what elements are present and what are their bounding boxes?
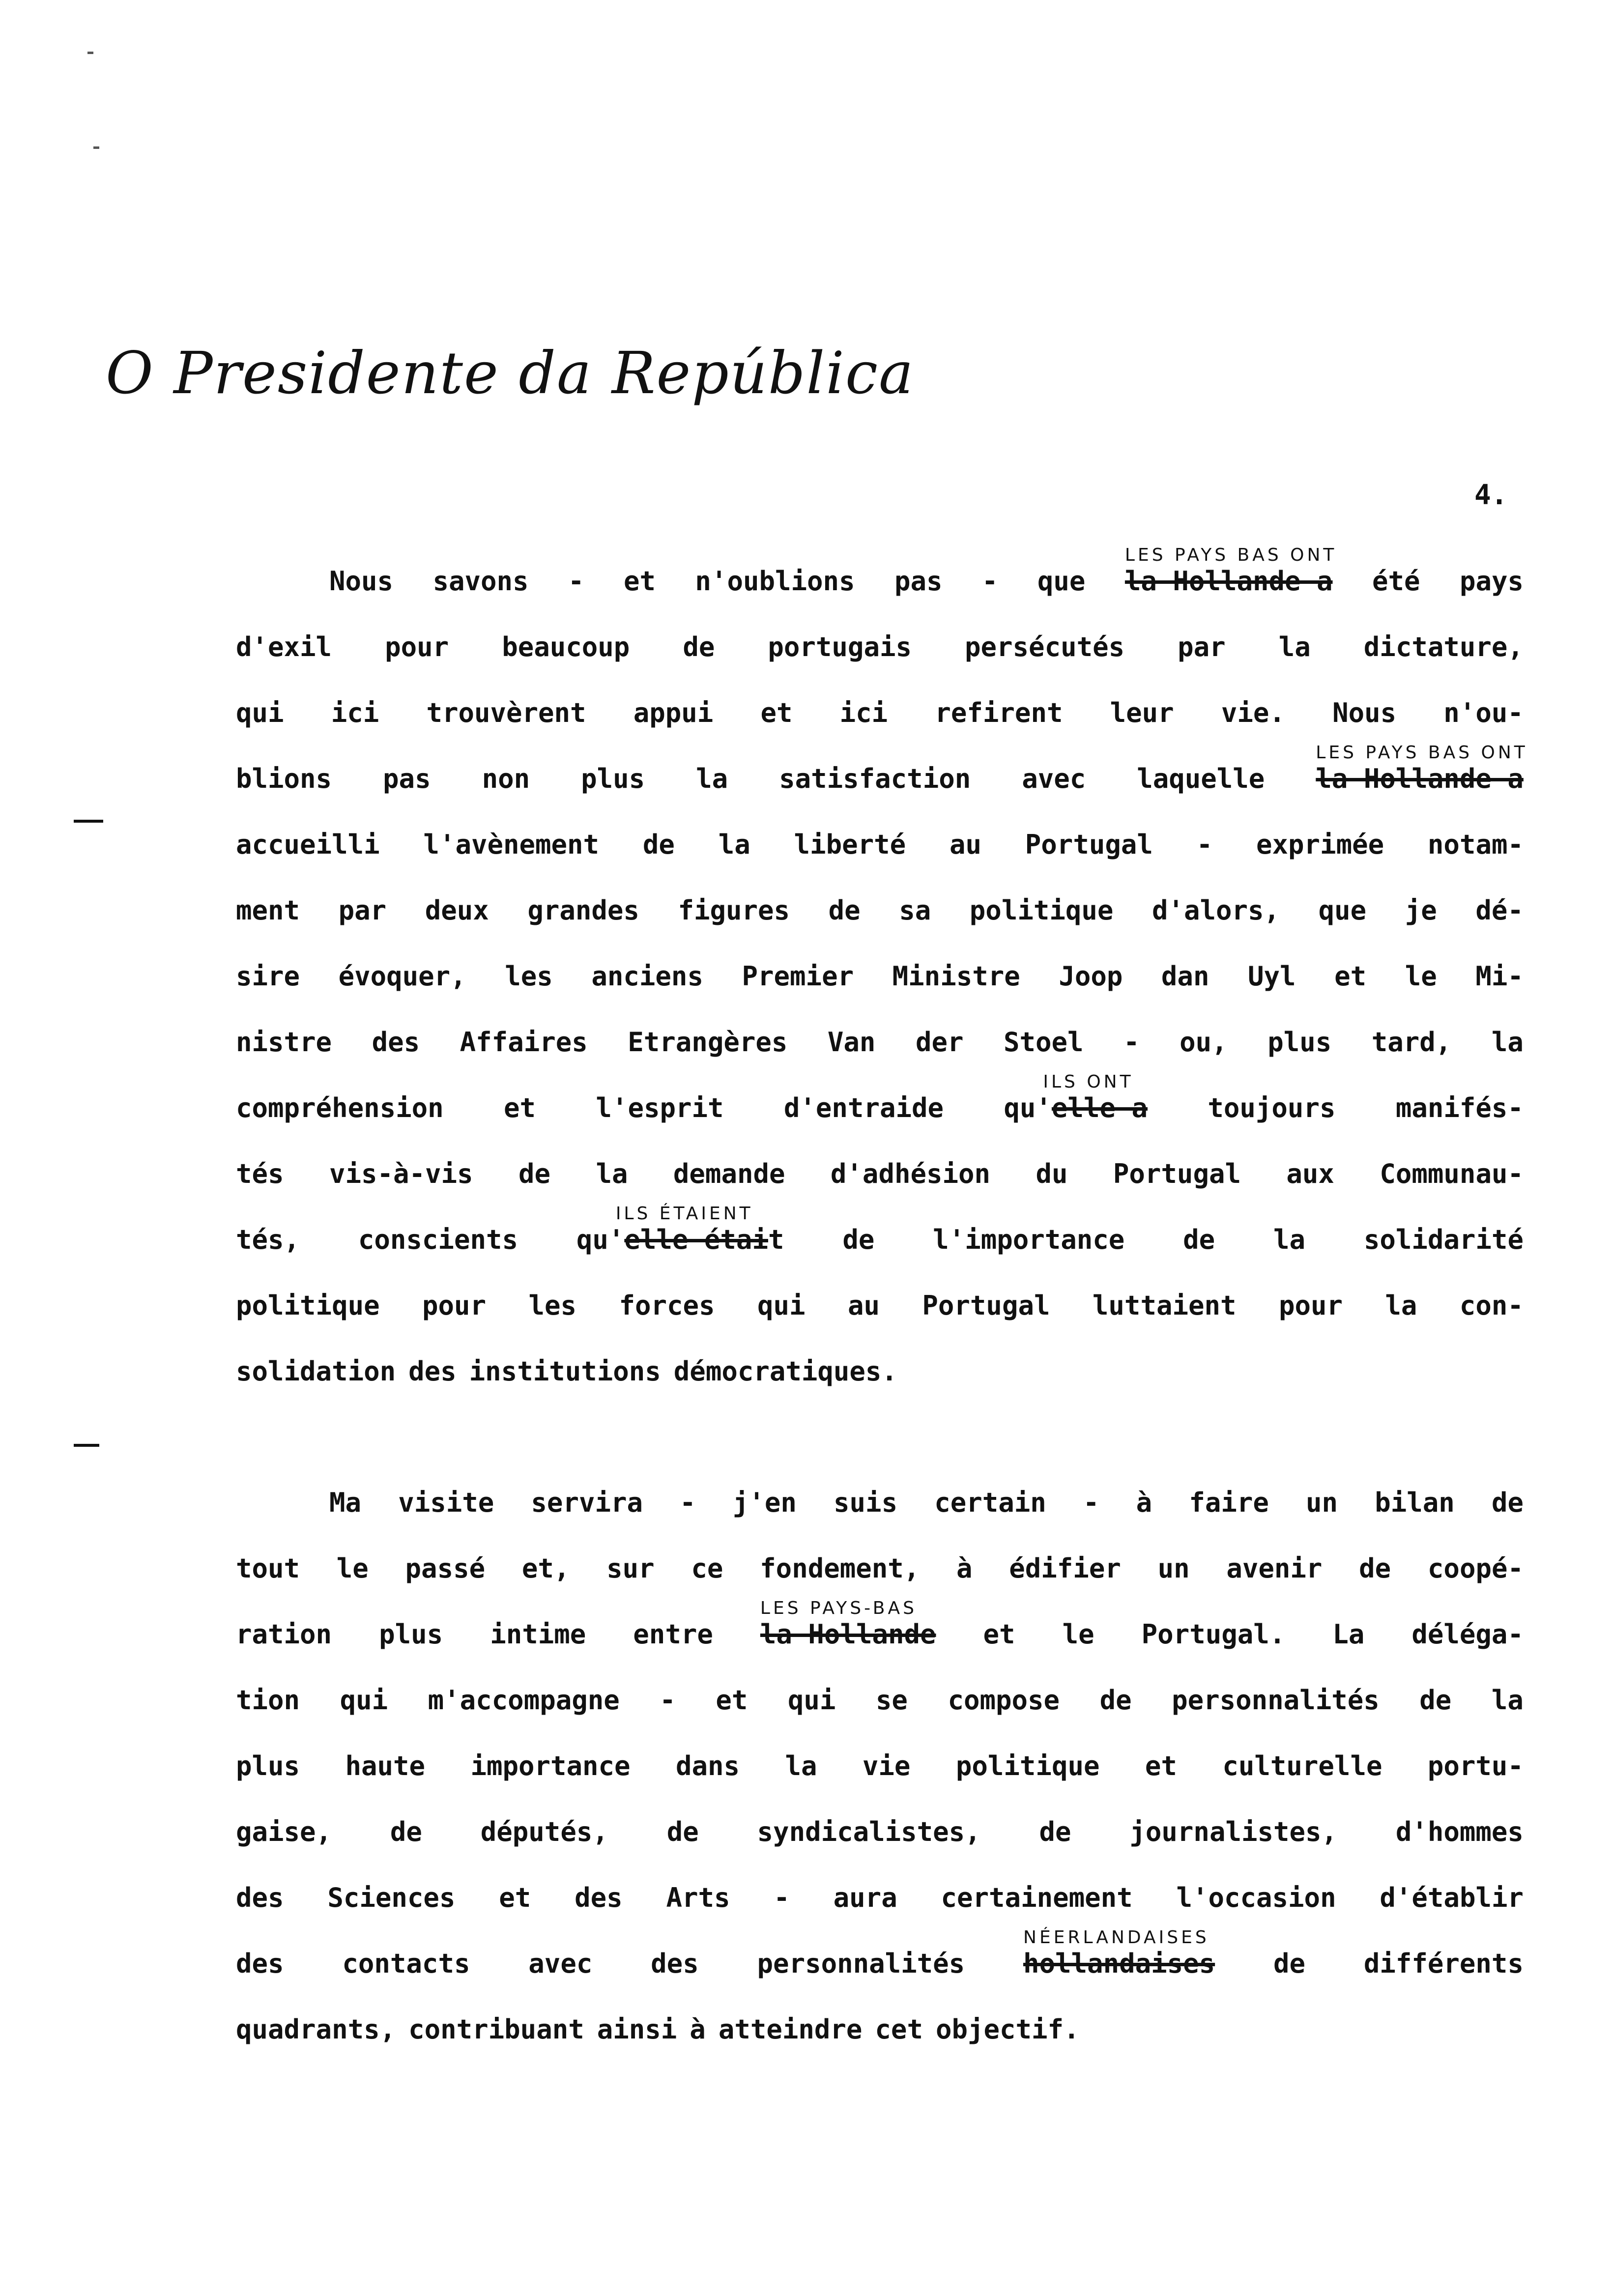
word: n'ou- [1443, 697, 1524, 728]
word: objectif. [935, 2014, 1080, 2045]
struck-text: hollandaises [1023, 1948, 1215, 1979]
word: démocratiques. [673, 1356, 897, 1387]
word: dans [675, 1751, 740, 1781]
word: pour [1278, 1290, 1343, 1321]
word: différents [1363, 1948, 1524, 1979]
word: avec [528, 1948, 593, 1979]
struck-text: la Hollande a [1124, 566, 1333, 597]
word: - [1123, 1027, 1140, 1058]
word: atteindre [718, 2014, 863, 2045]
paragraph-2 [236, 1452, 1524, 2045]
word: de [666, 1816, 699, 1847]
word: et [716, 1685, 748, 1716]
word: tés [236, 1158, 284, 1189]
word: avenir [1226, 1553, 1323, 1584]
text-line [236, 926, 1524, 992]
word: passé [405, 1553, 486, 1584]
word: du [1036, 1158, 1068, 1189]
word: faire [1189, 1487, 1269, 1518]
word: de [842, 1224, 875, 1255]
word: Nous [329, 566, 394, 597]
word: d'exil [236, 631, 332, 662]
word: Premier [742, 961, 854, 992]
text-line [236, 1452, 1524, 1518]
text-line [236, 794, 1524, 860]
word: et [983, 1619, 1015, 1650]
word: Portugal [922, 1290, 1050, 1321]
text-line [236, 1650, 1524, 1716]
word: la [596, 1158, 628, 1189]
word: et [623, 566, 656, 597]
word: importance [470, 1751, 631, 1781]
word: haute [345, 1751, 426, 1781]
word: certainement [941, 1882, 1133, 1913]
word: qui [340, 1685, 388, 1716]
struck-text: elle étai [624, 1224, 768, 1255]
word: pas [383, 763, 431, 794]
word: de [1183, 1224, 1215, 1255]
text-line [236, 1518, 1524, 1584]
word: je [1405, 895, 1437, 926]
word: forces [619, 1290, 715, 1321]
word: visite [398, 1487, 494, 1518]
word: députés, [480, 1816, 608, 1847]
word: de [1491, 1487, 1524, 1518]
word: appui [633, 697, 714, 728]
word: à [690, 2014, 706, 2045]
word: institutions [469, 1356, 661, 1387]
word: et [1334, 961, 1367, 992]
word: ici [331, 697, 379, 728]
word: laquelle [1137, 763, 1265, 794]
letterhead-signature: O Presidente da República [106, 339, 915, 407]
handwritten-note: ILS ONT [1043, 1072, 1134, 1092]
word: pour [422, 1290, 487, 1321]
word: la [1385, 1290, 1417, 1321]
word: qui [236, 697, 284, 728]
word: le [1405, 961, 1437, 992]
word: ici [839, 697, 888, 728]
word: Mi- [1475, 961, 1524, 992]
struck-text: elle a [1051, 1092, 1148, 1123]
text-line [236, 1913, 1524, 1979]
word: tard, [1371, 1027, 1452, 1058]
text-line [236, 1321, 1524, 1387]
word: certain [934, 1487, 1046, 1518]
word: l'avènement [423, 829, 600, 860]
word: m'accompagne [428, 1685, 620, 1716]
word: servira [531, 1487, 643, 1518]
handwritten-note: LES PAYS BAS ONT [1316, 743, 1528, 763]
word: compréhension [236, 1092, 444, 1123]
word: notam- [1427, 829, 1524, 860]
word: d'établir [1380, 1882, 1524, 1913]
word: des [651, 1948, 699, 1979]
word: - [660, 1685, 676, 1716]
word: non [482, 763, 530, 794]
text-line [236, 1123, 1524, 1189]
word: solidarité [1363, 1224, 1524, 1255]
word: ration [236, 1619, 332, 1650]
word: de [1273, 1948, 1306, 1979]
word: Joop [1059, 961, 1123, 992]
word: que [1318, 895, 1367, 926]
word: suis [834, 1487, 898, 1518]
word: Uyl [1248, 961, 1296, 992]
word: plus [379, 1619, 443, 1650]
word: édifier [1009, 1553, 1121, 1584]
scan-speck [93, 146, 99, 149]
word: savons [432, 566, 529, 597]
word: la [785, 1751, 817, 1781]
word: leur [1110, 697, 1174, 728]
word: l'esprit [596, 1092, 724, 1123]
word: de [683, 631, 715, 662]
word: de [1359, 1553, 1391, 1584]
margin-mark [74, 820, 103, 823]
word: politique [236, 1290, 380, 1321]
word: des [236, 1882, 284, 1913]
word: se [875, 1685, 908, 1716]
word: au [949, 829, 981, 860]
word: Stoel [1004, 1027, 1084, 1058]
page-number: 4. [1474, 479, 1508, 511]
word: trouvèrent [426, 697, 586, 728]
word: tion [236, 1685, 300, 1716]
text-line [236, 1058, 1524, 1123]
word: nistre [236, 1027, 332, 1058]
word: luttaient [1092, 1290, 1237, 1321]
word: pays [1459, 566, 1524, 597]
word: exprimée [1256, 829, 1384, 860]
word: gaise, [236, 1816, 332, 1847]
word: aura [833, 1882, 897, 1913]
word: manifés- [1395, 1092, 1524, 1123]
paragraph-1 [236, 531, 1528, 1387]
word: con- [1459, 1290, 1524, 1321]
word: personnalités [757, 1948, 965, 1979]
handwritten-note: LES PAYS BAS ONT [1124, 545, 1337, 565]
word-suffix: t [768, 1224, 784, 1255]
word: portugais [768, 631, 912, 662]
word: les [505, 961, 553, 992]
text-line [236, 1781, 1524, 1847]
word: grandes [527, 895, 639, 926]
word: de [1099, 1685, 1132, 1716]
word: tout [236, 1553, 300, 1584]
word: - [1196, 829, 1213, 860]
word: Portugal [1025, 829, 1153, 860]
handwritten-correction [1124, 545, 1337, 597]
text-line [236, 1847, 1524, 1913]
text-line [236, 728, 1528, 794]
word: Nous [1332, 697, 1397, 728]
word: et [504, 1092, 536, 1123]
word: liberté [794, 829, 906, 860]
text-line [236, 1584, 1524, 1650]
handwritten-note: NÉERLANDAISES [1023, 1927, 1209, 1948]
word: Portugal [1113, 1158, 1241, 1189]
handwritten-correction [1023, 1927, 1215, 1979]
word: évoquer, [338, 961, 466, 992]
word: avec [1022, 763, 1086, 794]
word: de [642, 829, 675, 860]
word: d'alors, [1151, 895, 1280, 926]
word: culturelle [1222, 1751, 1382, 1781]
text-line [236, 597, 1524, 662]
text-line [236, 992, 1524, 1058]
word: sire [236, 961, 300, 992]
word: satisfaction [779, 763, 971, 794]
word: La [1332, 1619, 1365, 1650]
word: politique [969, 895, 1114, 926]
word: à [956, 1553, 973, 1584]
word: ce [691, 1553, 723, 1584]
word: Sciences [327, 1882, 456, 1913]
word: contacts [342, 1948, 470, 1979]
word: portu- [1427, 1751, 1524, 1781]
word: sur [606, 1553, 655, 1584]
word: sa [899, 895, 931, 926]
word: contribuant [408, 2014, 584, 2045]
word: toujours [1208, 1092, 1336, 1123]
word: le [1062, 1619, 1094, 1650]
word: j'en [732, 1487, 797, 1518]
word: été [1372, 566, 1420, 597]
word: demande [673, 1158, 785, 1189]
word: de [1419, 1685, 1452, 1716]
word: compose [948, 1685, 1060, 1716]
word: - [774, 1882, 790, 1913]
word: politique [955, 1751, 1100, 1781]
word: pas [894, 566, 943, 597]
word: de [390, 1816, 422, 1847]
word: des [372, 1027, 420, 1058]
word: d'hommes [1395, 1816, 1524, 1847]
word-prefix: qu' [576, 1224, 625, 1255]
margin-mark [74, 1444, 99, 1447]
word: Portugal. [1141, 1619, 1286, 1650]
text-line [236, 1716, 1524, 1781]
struck-text: la Hollande a [1316, 763, 1524, 794]
word: l'importance [933, 1224, 1125, 1255]
word: Arts [666, 1882, 730, 1913]
word: Ma [329, 1487, 362, 1518]
word: la [696, 763, 728, 794]
word: et [499, 1882, 531, 1913]
handwritten-correction [576, 1204, 784, 1255]
word: de [518, 1158, 551, 1189]
word: persécutés [965, 631, 1125, 662]
word: solidation [236, 1356, 396, 1387]
word: Van [827, 1027, 876, 1058]
text-line [236, 860, 1524, 926]
word: d'adhésion [830, 1158, 991, 1189]
word: la [1273, 1224, 1306, 1255]
word: conscients [358, 1224, 518, 1255]
word: que [1037, 566, 1086, 597]
word: le [336, 1553, 369, 1584]
word: des [236, 1948, 284, 1979]
word: Affaires [460, 1027, 588, 1058]
word: aux [1286, 1158, 1334, 1189]
word: de [828, 895, 861, 926]
word: vie [862, 1751, 911, 1781]
word: la [1278, 631, 1311, 662]
word: figures [678, 895, 790, 926]
word: accueilli [236, 829, 380, 860]
word-prefix: qu' [1004, 1092, 1052, 1123]
word: syndicalistes, [757, 1816, 981, 1847]
word: Etrangères [628, 1027, 788, 1058]
word: intime [490, 1619, 586, 1650]
word: de [1039, 1816, 1071, 1847]
word: - [568, 566, 584, 597]
word: qui [787, 1685, 836, 1716]
word: beaucoup [502, 631, 630, 662]
word: refirent [935, 697, 1063, 728]
handwritten-correction [760, 1598, 936, 1650]
word: - [981, 566, 998, 597]
word: coopé- [1427, 1553, 1524, 1584]
word: par [1178, 631, 1226, 662]
word: pour [385, 631, 449, 662]
word: et, [521, 1553, 570, 1584]
word: dan [1161, 961, 1209, 992]
word: quadrants, [236, 2014, 396, 2045]
word: ou, [1180, 1027, 1228, 1058]
handwritten-correction [1004, 1072, 1148, 1123]
word: vis-à-vis [329, 1158, 473, 1189]
text-line [236, 662, 1524, 728]
word: Communau- [1380, 1158, 1524, 1189]
word: Ministre [892, 961, 1020, 992]
word: n'oublions [695, 566, 855, 597]
word: un [1157, 1553, 1190, 1584]
word: - [680, 1487, 696, 1518]
handwritten-note: LES PAYS-BAS [760, 1598, 917, 1618]
text-line [236, 531, 1524, 597]
word: blions [236, 763, 332, 794]
handwritten-correction [1316, 743, 1528, 794]
word: des [408, 1356, 457, 1387]
word: dictature, [1363, 631, 1524, 662]
text-line [236, 1979, 1524, 2045]
word: au [847, 1290, 880, 1321]
word: - [1083, 1487, 1099, 1518]
struck-text: la Hollande [760, 1619, 936, 1650]
text-line [236, 1189, 1524, 1255]
word: vie. [1221, 697, 1285, 728]
word: der [915, 1027, 964, 1058]
text-line [236, 1255, 1524, 1321]
word: et [760, 697, 793, 728]
word: la [1491, 1685, 1524, 1716]
word: un [1306, 1487, 1338, 1518]
word: déléga- [1411, 1619, 1524, 1650]
word: cet [875, 2014, 923, 2045]
word: bilan [1375, 1487, 1455, 1518]
word: dé- [1475, 895, 1524, 926]
word: plus [581, 763, 645, 794]
word: entre [633, 1619, 713, 1650]
word: ment [236, 895, 300, 926]
handwritten-note: ILS ÉTAIENT [615, 1204, 753, 1224]
word: qui [757, 1290, 806, 1321]
word: ainsi [597, 2014, 677, 2045]
word: fondement, [760, 1553, 920, 1584]
word: deux [425, 895, 489, 926]
word: par [338, 895, 387, 926]
scan-speck [87, 52, 93, 54]
word: tés, [236, 1224, 300, 1255]
word: la [1491, 1027, 1524, 1058]
word: journalistes, [1129, 1816, 1338, 1847]
word: plus [1267, 1027, 1332, 1058]
word: les [528, 1290, 577, 1321]
word: la [718, 829, 750, 860]
word: personnalités [1172, 1685, 1380, 1716]
word: plus [236, 1751, 300, 1781]
word: à [1136, 1487, 1152, 1518]
word: et [1145, 1751, 1177, 1781]
word: l'occasion [1176, 1882, 1336, 1913]
word: d'entraide [783, 1092, 944, 1123]
word: des [575, 1882, 623, 1913]
word: anciens [591, 961, 703, 992]
